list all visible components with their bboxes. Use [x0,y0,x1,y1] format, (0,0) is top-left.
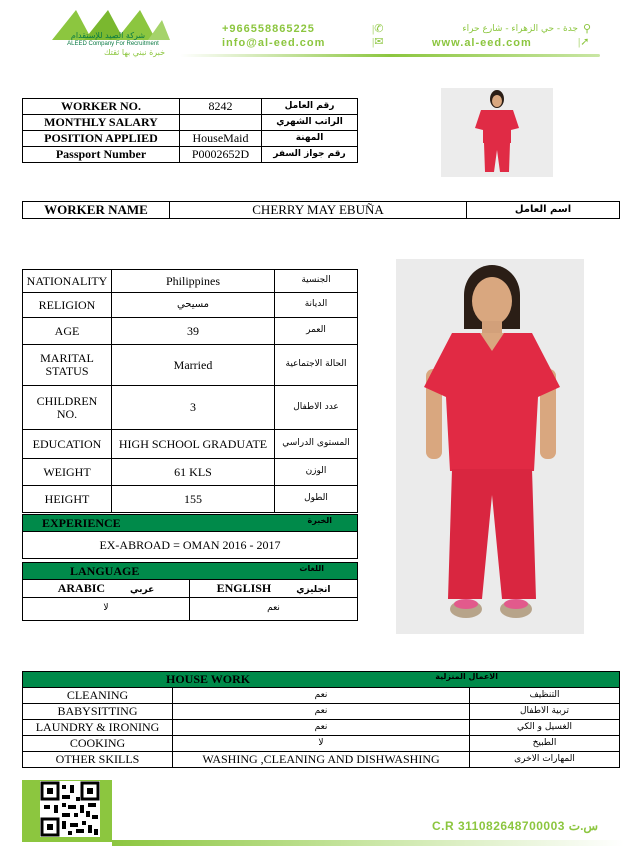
table-row [23,386,358,430]
qr-code-icon [40,781,100,837]
age-label: AGE [23,318,112,345]
nationality-label-ar: الجنسية [275,270,358,293]
cleaning-label: CLEANING [23,688,173,704]
height-value: 155 [112,486,275,513]
education-label: EDUCATION [23,430,112,459]
position-label-ar: المهنة [262,131,358,147]
cooking-label: COOKING [23,736,173,752]
experience-header [23,515,358,532]
table-row [23,345,358,386]
arabic-value: لا [23,598,190,621]
english-label-ar: انجليزي [296,584,331,595]
weight-label: WEIGHT [23,459,112,486]
other-skills-label: OTHER SKILLS [23,752,173,768]
language-arabic-header [23,580,190,598]
table-row [23,293,358,318]
height-label: HEIGHT [23,486,112,513]
worker-name-table [22,201,620,219]
passport-label: Passport Number [23,147,180,163]
weight-label-ar: الوزن [275,459,358,486]
experience-table [22,514,358,559]
table-row [23,131,358,147]
education-label-ar: المستوى الدراسي [275,430,358,459]
babysitting-label: BABYSITTING [23,704,173,720]
marital-status-label: MARITAL STATUS [23,345,112,386]
address-ar: جدة - حي الزهراء - شارع حراء [462,24,578,34]
table-row [23,486,358,513]
education-value: HIGH SCHOOL GRADUATE [112,430,275,459]
company-name-ar: شركة الصيد للإستقدام [70,31,146,40]
children-label-ar: عدد الاطفال [275,386,358,430]
table-row [23,688,620,704]
english-label: ENGLISH [216,580,272,595]
worker-photo-small [441,88,553,177]
worker-no-label: WORKER NO. [23,99,180,115]
cleaning-value: نعم [173,688,470,704]
header-bar [0,0,633,62]
table-row [23,736,620,752]
table-row [23,318,358,345]
weight-value: 61 KLS [112,459,275,486]
cooking-value: لا [173,736,470,752]
person-figure-icon [396,259,584,634]
nationality-value: Philippines [112,270,275,293]
children-value: 3 [112,386,275,430]
company-name-en: ALEED Company For Recruitment [67,41,159,47]
table-row [23,430,358,459]
language-header [23,563,358,580]
house-work-label: HOUSE WORK [166,672,251,687]
marital-status-label-ar: الحالة الاجتماعية [275,345,358,386]
arabic-label: ARABIC [57,580,106,595]
table-row [23,720,620,736]
person-figure-icon [441,88,553,177]
language-label-ar: اللغات [299,563,324,573]
cleaning-label-ar: التنظيف [470,688,620,704]
worker-photo-large [396,259,584,634]
position-label: POSITION APPLIED [23,131,180,147]
religion-label: RELIGION [23,293,112,318]
mail-icon: |✉ [372,36,384,48]
passport-label-ar: رقم جواز السفر [262,147,358,163]
whatsapp-icon: |✆ [372,23,384,35]
salary-value [180,115,262,131]
laundry-label-ar: الغسيل و الكي [470,720,620,736]
commercial-registration: C.R 311082648700003 س.ت [432,819,599,833]
experience-value: EX-ABROAD = OMAN 2016 - 2017 [23,532,358,559]
cooking-label-ar: الطبيخ [470,736,620,752]
arabic-label-ar: عربي [130,584,155,595]
passport-value: P0002652D [180,147,262,163]
babysitting-value: نعم [173,704,470,720]
nationality-label: NATIONALITY [23,270,112,293]
religion-value: مسيحي [112,293,275,318]
table-row [23,147,358,163]
footer-swoosh [112,840,624,846]
worker-name-label-ar: اسم العامل [467,202,620,219]
table-row [23,704,620,720]
location-pin-icon: ⚲ [583,23,592,35]
table-row [23,115,358,131]
table-row [23,270,358,293]
laundry-value: نعم [173,720,470,736]
salary-label: MONTHLY SALARY [23,115,180,131]
cursor-icon: |➚ [578,36,590,48]
house-work-header [23,672,620,688]
worker-no-label-ar: رقم العامل [262,99,358,115]
header-swoosh [180,54,600,57]
house-work-table [22,671,620,768]
other-skills-value: WASHING ,CLEANING AND DISHWASHING [173,752,470,768]
marital-status-value: Married [112,345,275,386]
other-skills-label-ar: المهارات الاخرى [470,752,620,768]
worker-name-label: WORKER NAME [23,202,170,219]
children-label: CHILDREN NO. [23,386,112,430]
age-label-ar: العمر [275,318,358,345]
english-value: نعم [190,598,358,621]
salary-label-ar: الراتب الشهري [262,115,358,131]
age-value: 39 [112,318,275,345]
details-table [22,269,358,513]
height-label-ar: الطول [275,486,358,513]
table-row [23,99,358,115]
worker-info-table [22,98,358,163]
experience-label: EXPERIENCE [42,515,121,530]
phone-number: +966558865225 [222,23,315,35]
website-link[interactable]: www.al-eed.com [432,37,532,49]
language-table [22,562,358,621]
table-row [23,752,620,768]
language-english-header [190,580,358,598]
laundry-label: LAUNDRY & IRONING [23,720,173,736]
position-value: HouseMaid [180,131,262,147]
email-link[interactable]: info@al-eed.com [222,37,326,49]
language-label: LANGUAGE [70,563,140,578]
babysitting-label-ar: تربية الاطفال [470,704,620,720]
experience-label-ar: الخبرة [307,515,332,525]
table-row [23,459,358,486]
house-work-label-ar: الاعمال المنزلية [435,672,498,682]
worker-no-value: 8242 [180,99,262,115]
worker-name-value: CHERRY MAY EBUÑA [170,202,467,219]
religion-label-ar: الديانة [275,293,358,318]
slogan-ar: خبرة نبني بها ثقتك [103,48,166,57]
